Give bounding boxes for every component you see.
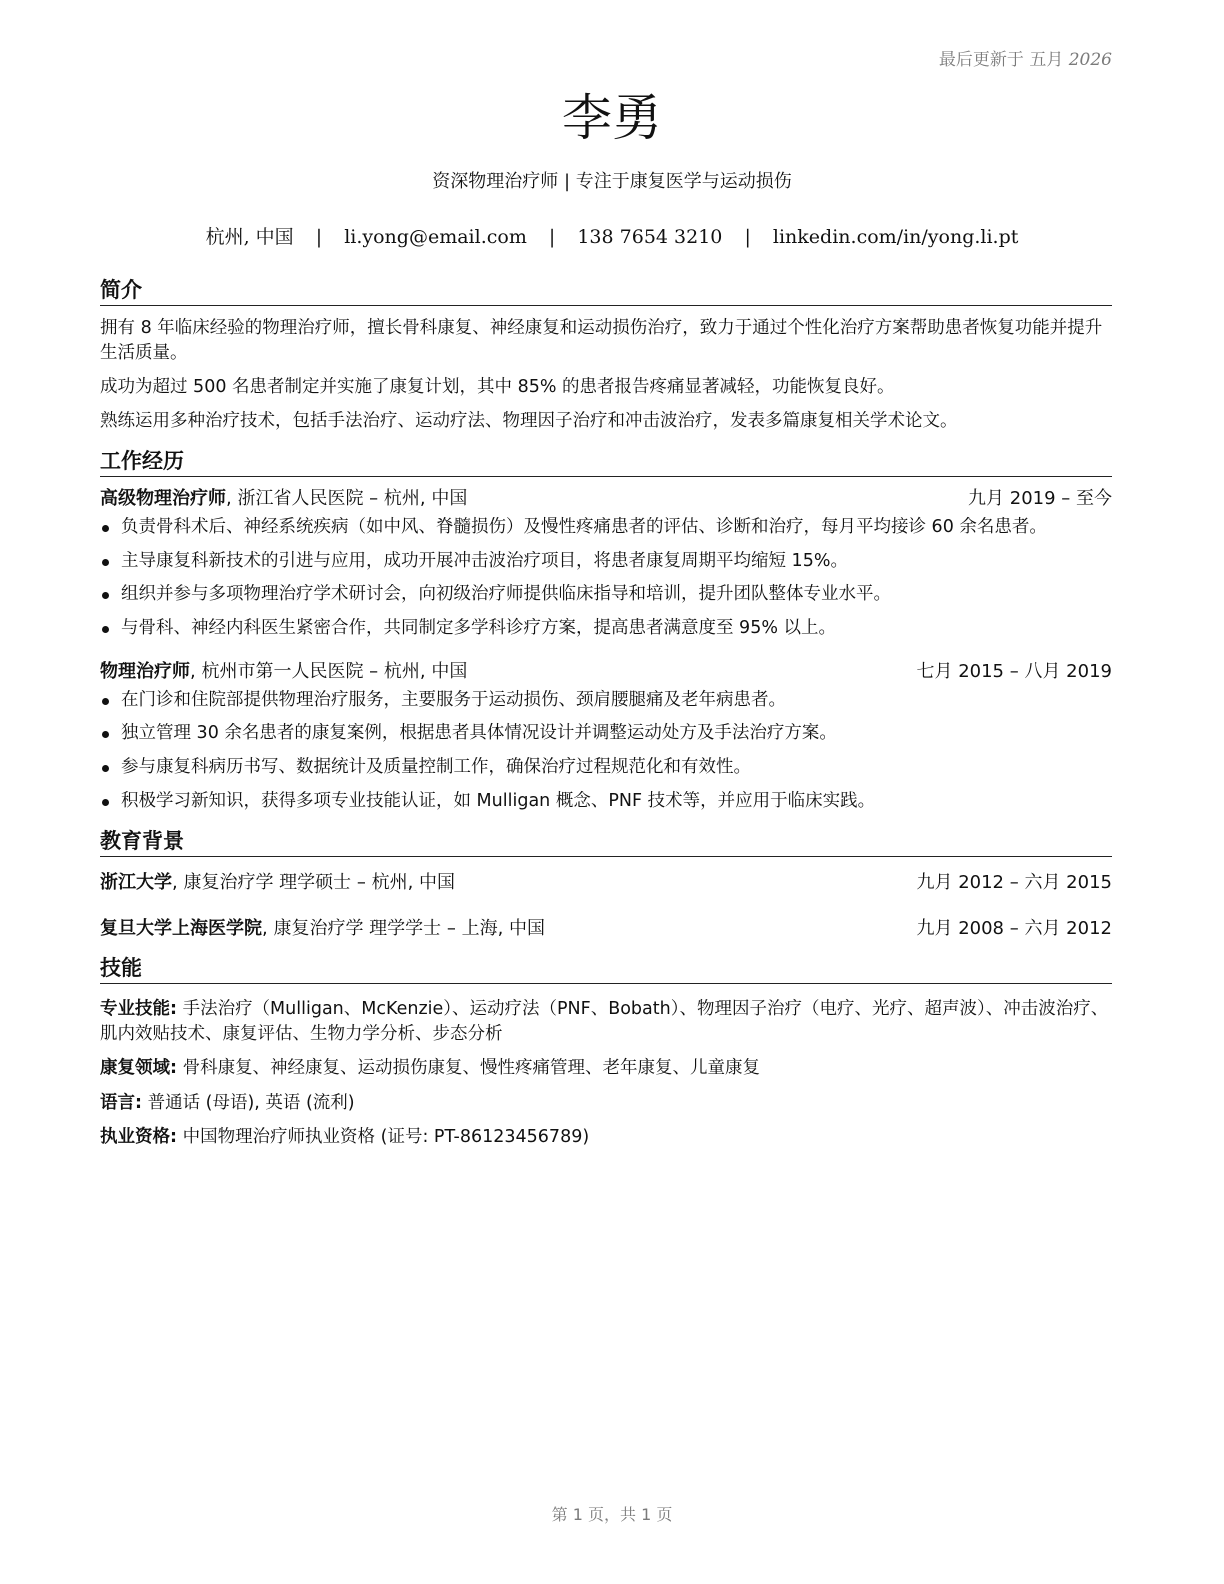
summary-section [100,276,1112,434]
contact-linkedin[interactable]: linkedin.com/in/yong.li.pt [772,226,1019,248]
skill-line [100,997,1112,1047]
summary-paragraph: 熟练运用多种治疗技术，包括手法治疗、运动疗法、物理因子治疗和冲击波治疗，发表多篇康复相关学术论文。 [100,411,958,431]
skill-value: 骨科康复、神经康复、运动损伤康复、慢性疼痛管理、老年康复、儿童康复 [177,1058,761,1079]
skill-value: 中国物理治疗师执业资格 (证号: PT-86123456789) [177,1127,590,1148]
education-entry [100,917,1112,941]
job-entry [100,660,1112,814]
job-bullets [100,515,1112,641]
education-detail: , 康复治疗学 理学硕士 – 杭州, 中国 [172,871,456,893]
job-bullet: 主导康复科新技术的引进与应用，成功开展冲击波治疗项目，将患者康复周期平均缩短 15%。 [100,549,1112,574]
skill-value: 手法治疗（Mulligan、McKenzie）、运动疗法（PNF、Bobath）、物理因子治疗（电疗、光疗、超声波）、冲击波治疗、肌内效贴技术、康复评估、生物力学分析、步态分析 [100,998,1109,1044]
education-school-detail [100,917,545,941]
last-updated [939,45,1112,70]
skill-line [100,1091,1112,1116]
skill-label: 执业资格: [100,1127,177,1148]
job-bullet: 负责骨科术后、神经系统疾病（如中风、脊髓损伤）及慢性疼痛患者的评估、诊断和治疗，每月平均接诊 60 余名患者。 [100,515,1112,540]
job-header [100,660,1112,684]
contact-email[interactable]: li.yong@email.com [344,226,527,248]
job-org: , 浙江省人民医院 – 杭州, 中国 [226,488,468,509]
contact-separator: | [315,226,323,248]
skill-label: 专业技能: [100,998,177,1019]
job-entry [100,487,1112,641]
job-role: 物理治疗师 [100,660,190,682]
education-dates: 九月 2008 – 六月 2012 [916,917,1112,939]
summary-paragraph: 成功为超过 500 名患者制定并实施了康复计划，其中 85% 的患者报告疼痛显著减轻，功能恢复良好。 [100,377,895,397]
job-org: , 杭州市第一人民医院 – 杭州, 中国 [190,660,468,682]
candidate-name: 李勇 [562,89,662,147]
job-dates: 九月 2019 – 至今 [968,488,1112,509]
job-bullet: 积极学习新知识，获得多项专业技能认证，如 Mulligan 概念、PNF 技术等，并应用于临床实践。 [100,789,1112,814]
skill-label: 语言: [100,1092,142,1113]
education-title: 教育背景 [100,827,1112,857]
page-footer: 第 1 页，共 1 页 [551,1505,673,1524]
skill-line [100,1125,1112,1150]
job-bullet: 独立管理 30 余名患者的康复案例，根据患者具体情况设计并调整运动处方及手法治疗方案。 [100,721,1112,746]
summary-title: 简介 [100,276,1112,306]
job-bullet: 参与康复科病历书写、数据统计及质量控制工作，确保治疗过程规范化和有效性。 [100,755,1112,780]
job-role-org [100,487,467,511]
experience-title: 工作经历 [100,447,1112,477]
experience-section [100,447,1112,814]
contact-separator: | [548,226,556,248]
last-updated-year: 2026 [1068,50,1112,70]
contact-separator: | [744,226,751,248]
education-school: 复旦大学上海医学院 [100,917,262,939]
candidate-subtitle: 资深物理治疗师 | 专注于康复医学与运动损伤 [432,171,792,192]
skill-line [100,1056,1112,1081]
education-dates: 九月 2012 – 六月 2015 [916,871,1112,893]
education-detail: , 康复治疗学 理学学士 – 上海, 中国 [262,917,546,939]
job-bullet: 与骨科、神经内科医生紧密合作，共同制定多学科诊疗方案，提高患者满意度至 95% 以上。 [100,616,1112,641]
job-role: 高级物理治疗师 [100,488,226,509]
job-bullets [100,688,1112,814]
contact-line [0,225,1224,249]
job-bullet: 在门诊和住院部提供物理治疗服务，主要服务于运动损伤、颈肩腰腿痛及老年病患者。 [100,688,1112,713]
skills-section [100,954,1112,1151]
education-school-detail [100,871,455,895]
job-bullet: 组织并参与多项物理治疗学术研讨会，向初级治疗师提供临床指导和培训，提升团队整体专业水平。 [100,582,1112,607]
summary-paragraph: 拥有 8 年临床经验的物理治疗师，擅长骨科康复、神经康复和运动损伤治疗，致力于通过个性化治疗方案帮助患者恢复功能并提升生活质量。 [100,318,1103,363]
resume-body [100,276,1112,1160]
skill-label: 康复领域: [100,1058,177,1079]
last-updated-label: 最后更新于 五月 [938,50,1064,70]
contact-location: 杭州, 中国 [205,226,294,248]
job-role-org [100,660,467,684]
education-school: 浙江大学 [100,871,172,893]
education-entry [100,871,1112,895]
job-dates: 七月 2015 – 八月 2019 [916,660,1112,682]
education-section [100,827,1112,941]
job-header [100,487,1112,511]
skill-value: 普通话 (母语), 英语 (流利) [142,1092,355,1113]
skills-title: 技能 [100,954,1112,984]
contact-phone: 138 7654 3210 [577,226,723,248]
